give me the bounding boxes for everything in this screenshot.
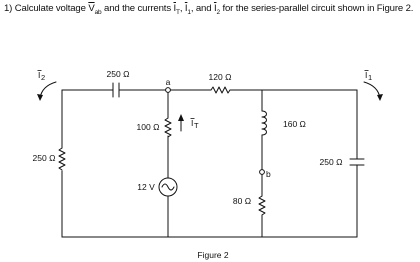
label-resistor-left-250: 250 Ω [32,153,56,163]
inductor-160 [262,111,267,135]
label-capacitor-right: 250 Ω [319,157,343,167]
resistor-100 [165,118,171,137]
label-resistor-120: 120 Ω [208,72,232,82]
i2-sub: 2 [41,73,46,82]
resistor-120 [211,87,230,93]
i1-sub: 1 [368,73,373,82]
problem-text-2: and the currents [101,3,174,14]
label-resistor-100: 100 Ω [136,122,160,132]
i1-subscript: 1 [187,8,191,16]
it-letter: I [191,118,194,128]
i2-symbol: $\overline{I}$ [213,3,217,14]
source-sine [162,184,174,190]
separator: , and [190,3,214,14]
separator: , [179,3,185,14]
it-symbol: $\overline{I}$ [173,3,176,14]
problem-text-1: Calculate voltage [14,3,89,14]
capacitor-right [350,159,364,165]
vab-subscript: ab [94,8,102,16]
resistor-left-250 [59,148,65,170]
arrowhead-i1 [377,94,383,101]
i2-subscript: 2 [216,8,220,16]
resistor-80 [259,196,265,215]
label-inductor-160: 160 Ω [283,119,306,129]
it-sub: T [194,121,199,130]
figure-caption: Figure 2 [197,250,229,260]
label-it [191,118,200,130]
i1-letter: I [365,70,368,80]
arrowhead-it [178,114,184,121]
label-source-12v: 12 V [137,182,155,192]
label-node-b: b [266,169,271,179]
arrowhead-i2 [37,94,43,101]
vab-symbol: $\overline{V}$ [88,3,95,14]
i1-symbol: $\overline{I}$ [184,3,188,14]
label-capacitor-top: 250 Ω [106,69,130,79]
node-b [260,170,265,175]
label-i2 [38,70,46,82]
label-node-a: a [165,77,171,87]
problem-text-3: for the series-parallel circuit shown in Figure 2. [219,3,414,14]
it-subscript: T [176,8,180,16]
i2-letter: I [38,70,41,80]
problem-number: 1) [4,3,13,14]
label-resistor-80: 80 Ω [232,196,252,206]
node-a [166,88,171,93]
label-i1 [365,70,373,82]
capacitor-top [113,83,119,97]
